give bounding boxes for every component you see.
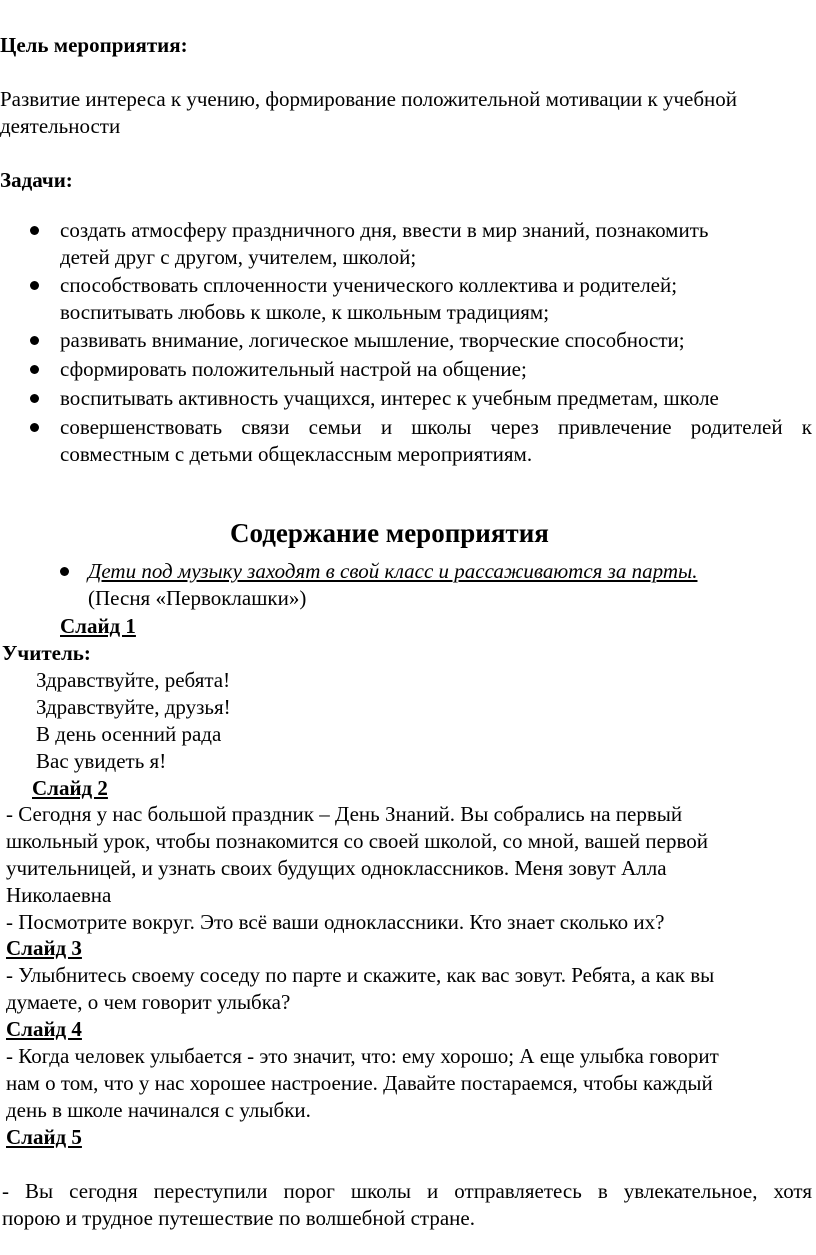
goal-title: Цель мероприятия: [0,33,188,57]
task-item-4: сформировать положительный настрой на общение; [60,357,527,381]
poem-line-2: Здравствуйте, друзья! [36,695,231,719]
task-item-3: развивать внимание, логическое мышление, творческие способности; [60,328,685,352]
slide-2-label: Слайд 2 [32,776,108,800]
slide-5-line-2: порою и трудное путешествие по волшебной стране. [2,1206,475,1230]
slide-2-line-2: школьный урок, чтобы познакомится со своей школой, со мной, вашей первой [6,829,708,853]
poem-line-4: Вас увидеть я! [36,749,167,773]
task-item-2-line-1: способствовать сплоченности ученического коллектива и родителей; [60,273,678,297]
goal-line-1: Развитие интереса к учению, формирование положительной мотивации к учебной [0,87,738,111]
task-item-1-line-1: создать атмосферу праздничного дня, ввести в мир знаний, познакомить [60,218,709,242]
slide-4-line-3: день в школе начинался с улыбки. [6,1098,311,1122]
bullet-icon [30,365,39,374]
slide-3-line-1: - Улыбнитесь своему соседу по парте и скажите, как вас зовут. Ребята, а как вы [6,963,715,987]
poem-line-1: Здравствуйте, ребята! [36,668,231,692]
slide-2-line-4: Николаевна [6,883,112,907]
bullet-icon [30,423,39,432]
task-item-6-line-2: совместным с детьми общеклассным мероприятиям. [60,442,533,466]
slide-5-label: Слайд 5 [6,1125,82,1149]
intro-italic: Дети под музыку заходят в свой класс и рассаживаются за парты. [88,559,698,583]
slide-3-label: Слайд 3 [6,936,82,960]
task-item-5: воспитывать активность учащихся, интерес к учебным предметам, школе [60,386,719,410]
content-heading: Содержание мероприятия [230,518,549,548]
poem-line-3: В день осенний рада [36,722,222,746]
slide-2-line-1: - Сегодня у нас большой праздник – День Знаний. Вы собрались на первый [6,802,683,826]
task-item-2-line-2: воспитывать любовь к школе, к школьным традициям; [60,300,550,324]
slide-2-line-3: учительницей, и узнать своих будущих одноклассников. Меня зовут Алла [6,856,667,880]
intro-song: (Песня «Первоклашки») [88,586,307,610]
task-item-6-line-1: совершенствовать связи семьи и школы через привлечение родителей к [60,415,812,439]
slide-1-label: Слайд 1 [60,614,136,638]
bullet-icon [30,394,39,403]
task-item-1-line-2: детей друг с другом, учителем, школой; [60,245,417,269]
tasks-title: Задачи: [0,168,73,192]
bullet-icon [30,281,39,290]
slide-3-line-2: думаете, о чем говорит улыбка? [6,990,291,1014]
teacher-label: Учитель: [2,641,91,665]
slide-2-line-5: - Посмотрите вокруг. Это всё ваши одноклассники. Кто знает сколько их? [6,910,665,934]
bullet-icon [60,567,69,576]
slide-4-label: Слайд 4 [6,1017,82,1041]
slide-4-line-2: нам о том, что у нас хорошее настроение. Давайте постараемся, чтобы каждый [6,1071,713,1095]
slide-5-line-1: - Вы сегодня переступили порог школы и отправляетесь в увлекательное, хотя [2,1179,812,1203]
goal-line-2: деятельности [0,114,121,138]
bullet-icon [30,336,39,345]
bullet-icon [30,226,39,235]
slide-4-line-1: - Когда человек улыбается - это значит, что: ему хорошо; А еще улыбка говорит [6,1044,719,1068]
